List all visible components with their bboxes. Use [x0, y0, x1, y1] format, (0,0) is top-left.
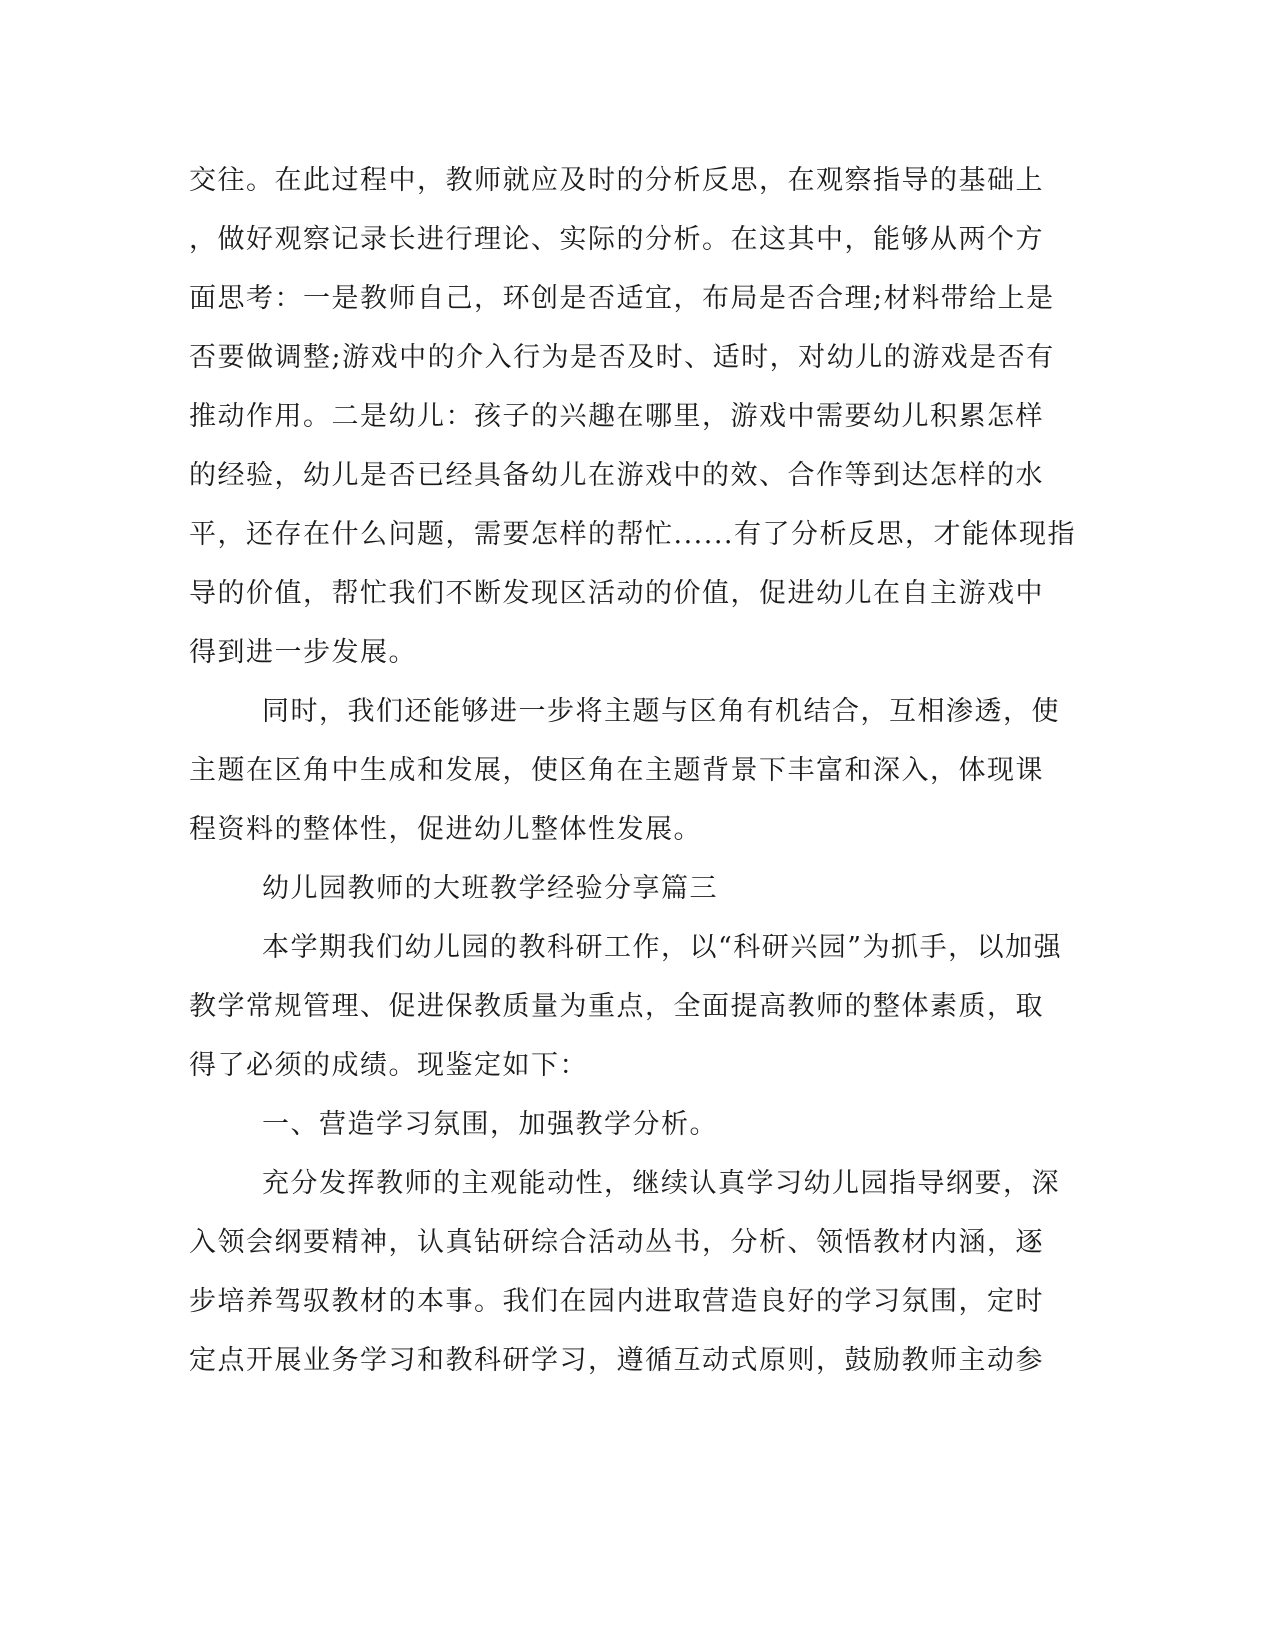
text-line-6: 的经验，幼儿是否已经具备幼儿在游戏中的效、合作等到达怎样的水	[189, 460, 1044, 491]
paragraph-2-line-3: 程资料的整体性，促进幼儿整体性发展。	[189, 814, 702, 845]
text-line-1: 交往。在此过程中，教师就应及时的分析反思，在观察指导的基础上	[189, 165, 1044, 196]
text-line-7: 平，还存在什么问题，需要怎样的帮忙......有了分析反思，才能体现指	[189, 519, 1076, 550]
paragraph-4-line-4: 定点开展业务学习和教科研学习，遵循互动式原则，鼓励教师主动参	[189, 1345, 1044, 1376]
text-line-2: ，做好观察记录长进行理论、实际的分析。在这其中，能够从两个方	[189, 224, 1044, 255]
paragraph-3-line-3: 得了必须的成绩。现鉴定如下：	[189, 1050, 588, 1081]
text-line-3: 面思考：一是教师自己，环创是否适宜，布局是否合理;材料带给上是	[189, 283, 1055, 314]
paragraph-3-line-1: 本学期我们幼儿园的教科研工作，以“科研兴园”为抓手，以加强	[262, 932, 1063, 963]
paragraph-4-line-3: 步培养驾驭教材的本事。我们在园内进取营造良好的学习氛围，定时	[189, 1286, 1044, 1317]
text-line-5: 推动作用。二是幼儿：孩子的兴趣在哪里，游戏中需要幼儿积累怎样	[189, 401, 1044, 432]
section-heading: 幼儿园教师的大班教学经验分享篇三	[262, 873, 718, 904]
text-line-9: 得到进一步发展。	[189, 637, 417, 668]
paragraph-3-line-2: 教学常规管理、促进保教质量为重点，全面提高教师的整体素质，取	[189, 991, 1044, 1022]
paragraph-4-line-2: 入领会纲要精神，认真钻研综合活动丛书，分析、领悟教材内涵，逐	[189, 1227, 1044, 1258]
paragraph-2-line-2: 主题在区角中生成和发展，使区角在主题背景下丰富和深入，体现课	[189, 755, 1044, 786]
paragraph-4-line-1: 充分发挥教师的主观能动性，继续认真学习幼儿园指导纲要，深	[262, 1168, 1060, 1199]
subsection-heading: 一、营造学习氛围，加强教学分析。	[262, 1109, 718, 1140]
text-line-4: 否要做调整;游戏中的介入行为是否及时、适时，对幼儿的游戏是否有	[189, 342, 1055, 373]
text-line-8: 导的价值，帮忙我们不断发现区活动的价值，促进幼儿在自主游戏中	[189, 578, 1044, 609]
paragraph-2-line-1: 同时，我们还能够进一步将主题与区角有机结合，互相渗透，使	[262, 696, 1060, 727]
